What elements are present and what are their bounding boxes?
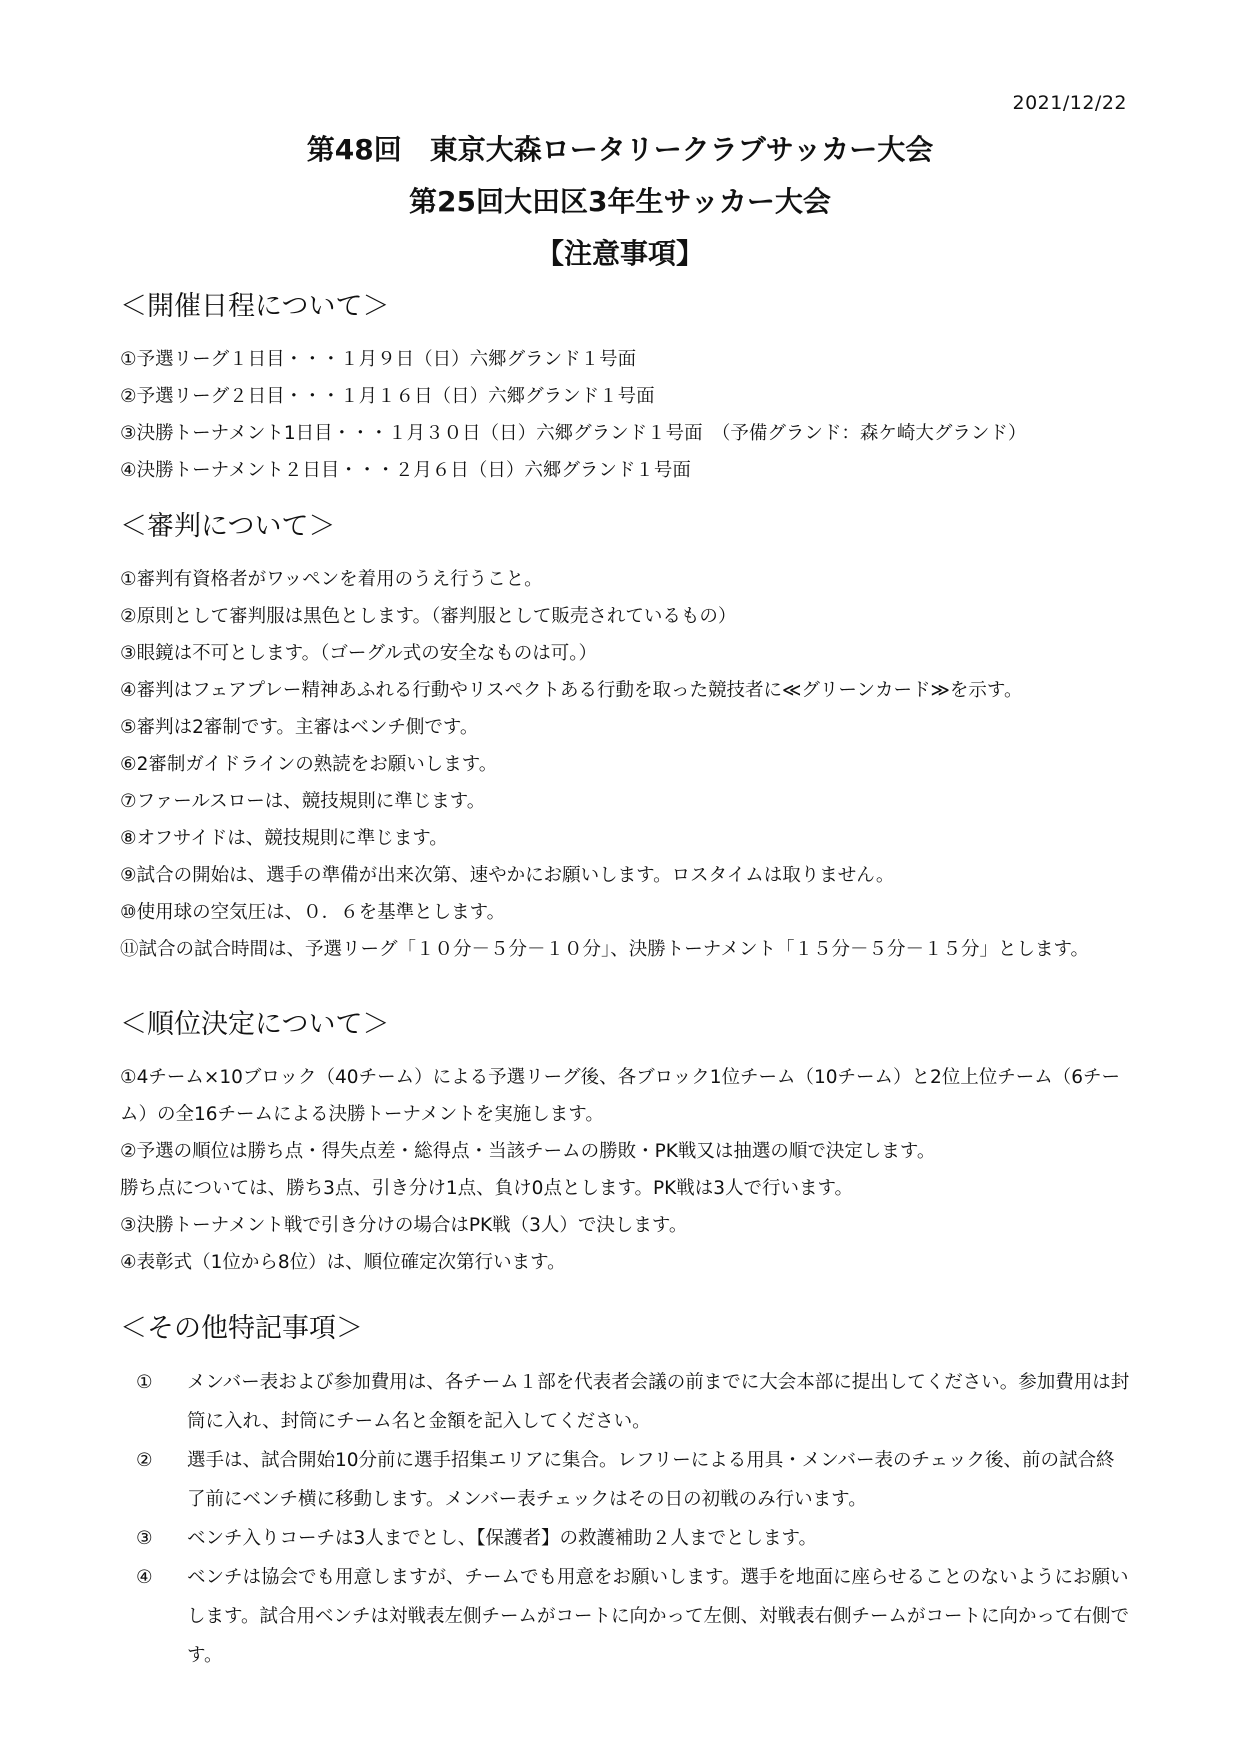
item-number: ③ xyxy=(136,1528,153,1549)
list-item: ①4チーム×10ブロック（40チーム）による予選リーグ後、各ブロック1位チーム（10チーム）と2位上位チーム（6チーム）の全16チームによる決勝トーナメントを実施します。 xyxy=(120,1067,1121,1125)
item-text: ベンチ入りコーチは3人までとし、【保護者】の救護補助２人までとします。 xyxy=(187,1528,818,1549)
list-item: ⑤審判は2審制です。主審はベンチ側です。 xyxy=(120,717,479,738)
notice-title: 【注意事項】 xyxy=(535,237,704,270)
list-item: ③決勝トーナメント1日目・・・１月３０日（日）六郷グランド１号面 （予備グランド：森ケ崎大グランド） xyxy=(120,423,1027,444)
section-heading-schedule: ＜開催日程について＞ xyxy=(120,291,390,322)
list-item: ⑨試合の開始は、選手の準備が出来次第、速やかにお願いします。ロスタイムは取りません。 xyxy=(120,865,895,886)
item-number: ④ xyxy=(136,1567,153,1588)
item-text: メンバー表および参加費用は、各チーム１部を代表者会議の前までに大会本部に提出してください。参加費用は封筒に入れ、封筒にチーム名と金額を記入してください。 xyxy=(187,1372,1130,1432)
document-date: 2021/12/22 xyxy=(1012,92,1127,114)
list-item xyxy=(136,1363,1130,1441)
ranking-list xyxy=(120,1059,1130,1281)
section-heading-ranking: ＜順位決定について＞ xyxy=(120,1009,390,1040)
list-item: ④表彰式（1位から8位）は、順位確定次第行います。 xyxy=(120,1252,566,1273)
referee-list xyxy=(120,561,1130,968)
section-schedule xyxy=(120,283,1130,489)
list-item: ⑥2審制ガイドラインの熟読をお願いします。 xyxy=(120,754,498,775)
section-other xyxy=(120,1305,1130,1675)
schedule-list xyxy=(120,341,1130,489)
list-item: ①審判有資格者がワッペンを着用のうえ行うこと。 xyxy=(120,569,543,590)
list-item: ④決勝トーナメント２日目・・・２月６日（日）六郷グランド１号面 xyxy=(120,460,691,481)
list-item: ②予選リーグ２日目・・・１月１６日（日）六郷グランド１号面 xyxy=(120,386,655,407)
list-item: ⑧オフサイドは、競技規則に準じます。 xyxy=(120,828,448,849)
list-item: 勝ち点については、勝ち3点、引き分け1点、負け0点とします。PK戦は3人で行います。 xyxy=(120,1178,854,1199)
list-item: ⑪試合の試合時間は、予選リーグ「１０分－５分－１０分」、決勝トーナメント「１５分－５分－１５分」とします。 xyxy=(120,939,1090,960)
title-block xyxy=(0,124,1240,280)
list-item: ②予選の順位は勝ち点・得失点差・総得点・当該チームの勝敗・PK戦又は抽選の順で決定します。 xyxy=(120,1141,936,1162)
list-item: ③眼鏡は不可とします。（ゴーグル式の安全なものは可。） xyxy=(120,643,598,664)
list-item: ⑩使用球の空気圧は、０．６を基準とします。 xyxy=(120,902,506,923)
tournament-title-2: 第25回大田区3年生サッカー大会 xyxy=(409,185,831,218)
section-heading-other: ＜その他特記事項＞ xyxy=(120,1313,363,1344)
item-number: ① xyxy=(136,1372,153,1393)
section-heading-referee: ＜審判について＞ xyxy=(120,511,336,542)
list-item: ①予選リーグ１日目・・・１月９日（日）六郷グランド１号面 xyxy=(120,349,637,370)
list-item xyxy=(136,1441,1130,1519)
list-item: ④審判はフェアプレー精神あふれる行動やリスペクトある行動を取った競技者に≪グリーンカード≫を示す。 xyxy=(120,680,1023,701)
list-item: ②原則として審判服は黒色とします。（審判服として販売されているもの） xyxy=(120,606,737,627)
section-ranking xyxy=(120,1001,1130,1281)
other-list xyxy=(120,1363,1130,1675)
list-item xyxy=(136,1558,1130,1675)
list-item xyxy=(136,1519,1130,1558)
list-item: ③決勝トーナメント戦で引き分けの場合はPK戦（3人）で決します。 xyxy=(120,1215,688,1236)
section-referee xyxy=(120,503,1130,968)
item-text: 選手は、試合開始10分前に選手招集エリアに集合。レフリーによる用具・メンバー表のチェック後、前の試合終了前にベンチ横に移動します。メンバー表チェックはその日の初戦のみ行います。 xyxy=(187,1450,1115,1510)
item-number: ② xyxy=(136,1450,153,1471)
list-item: ⑦ファールスローは、競技規則に準じます。 xyxy=(120,791,486,812)
item-text: ベンチは協会でも用意しますが、チームでも用意をお願いします。選手を地面に座らせることのないようにお願いします。試合用ベンチは対戦表左側チームがコートに向かって左側、対戦表右側チームがコートに向かって右側です。 xyxy=(187,1567,1130,1666)
tournament-title-1: 第48回 東京大森ロータリークラブサッカー大会 xyxy=(306,133,934,166)
